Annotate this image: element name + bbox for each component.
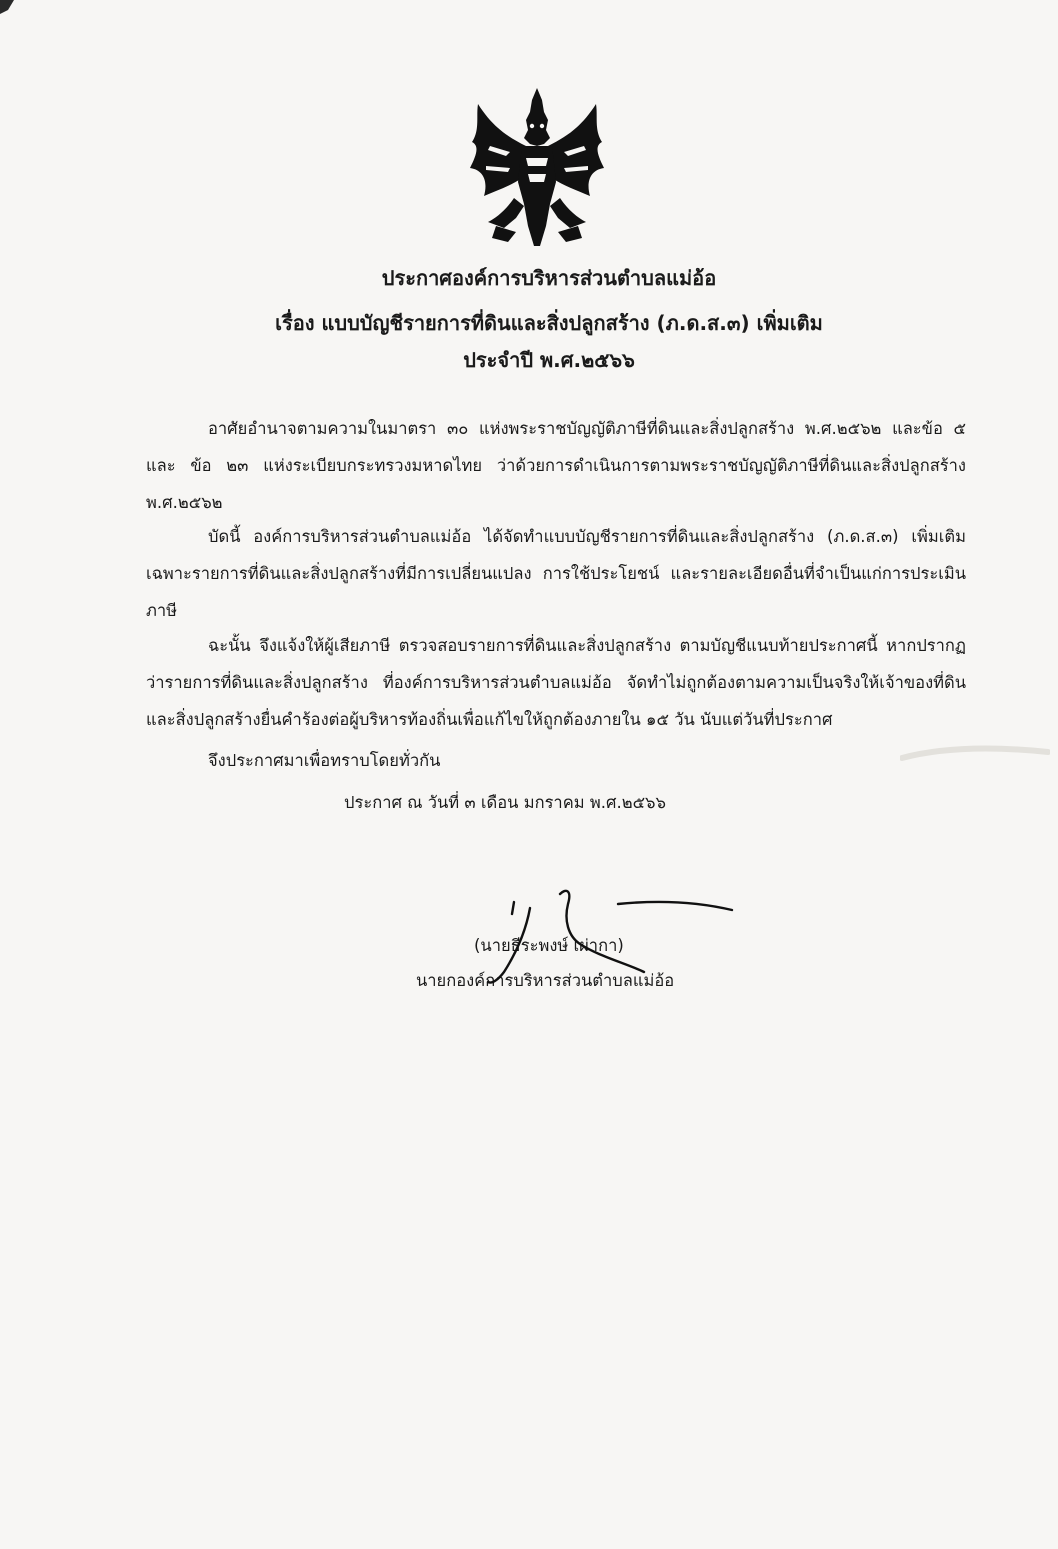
announcement-year: ประจำปี พ.ศ.๒๕๖๖ [463,348,635,372]
paragraph-authority: อาศัยอำนาจตามความในมาตรา ๓๐ แห่งพระราชบัญญัติภาษีที่ดินและสิ่งปลูกสร้าง พ.ศ.๒๕๖๒ และข้อ ๕ และ ข้อ ๒๓ แห่งระเบียบกระทรวงมหาดไทย ว่าด้วยการดำเนินการตามพระราชบัญญัติภาษีที่ดินและสิ่งปลูกสร้าง พ.ศ.๒๕๖๒ [146,419,966,512]
date-line: ประกาศ ณ วันที่ ๓ เดือน มกราคม พ.ศ.๒๕๖๖ [344,793,667,812]
announcement-subject: เรื่อง แบบบัญชีรายการที่ดินและสิ่งปลูกสร้าง (ภ.ด.ส.๓) เพิ่มเติม [275,311,823,335]
garuda-emblem-icon [466,86,608,252]
closing-statement: จึงประกาศมาเพื่อทราบโดยทั่วกัน [208,751,441,770]
announcement-title: ประกาศองค์การบริหารส่วนตำบลแม่อ้อ [381,266,717,290]
paper-smudge [900,738,1050,768]
paragraph-preparation: บัดนี้ องค์การบริหารส่วนตำบลแม่อ้อ ได้จัดทำแบบบัญชีรายการที่ดินและสิ่งปลูกสร้าง (ภ.ด.ส.๓) เพิ่มเติม เฉพาะรายการที่ดินและสิ่งปลูกสร้างที่มีการเปลี่ยนแปลง การใช้ประโยชน์ และรายละเอียดอื่นที่จำเป็นแก่การประเมินภาษี [146,527,966,620]
signatory-name: (นายธีระพงษ์ เผ่ากา) [474,936,624,955]
paragraph-notice: ฉะนั้น จึงแจ้งให้ผู้เสียภาษี ตรวจสอบรายการที่ดินและสิ่งปลูกสร้าง ตามบัญชีแนบท้ายประกาศนี้ หากปรากฏว่ารายการที่ดินและสิ่งปลูกสร้าง ที่องค์การบริหารส่วนตำบลแม่อ้อ จัดทำไม่ถูกต้องตามความเป็นจริงให้เจ้าของที่ดินและสิ่งปลูกสร้างยื่นคำร้องต่อผู้บริหารท้องถิ่นเพื่อแก้ไขให้ถูกต้องภายใน ๑๕ วัน นับแต่วันที่ประกาศ [146,636,966,729]
signatory-position: นายกองค์การบริหารส่วนตำบลแม่อ้อ [416,971,675,990]
paper-corner-shadow [0,0,60,20]
handwritten-signature [468,880,748,990]
